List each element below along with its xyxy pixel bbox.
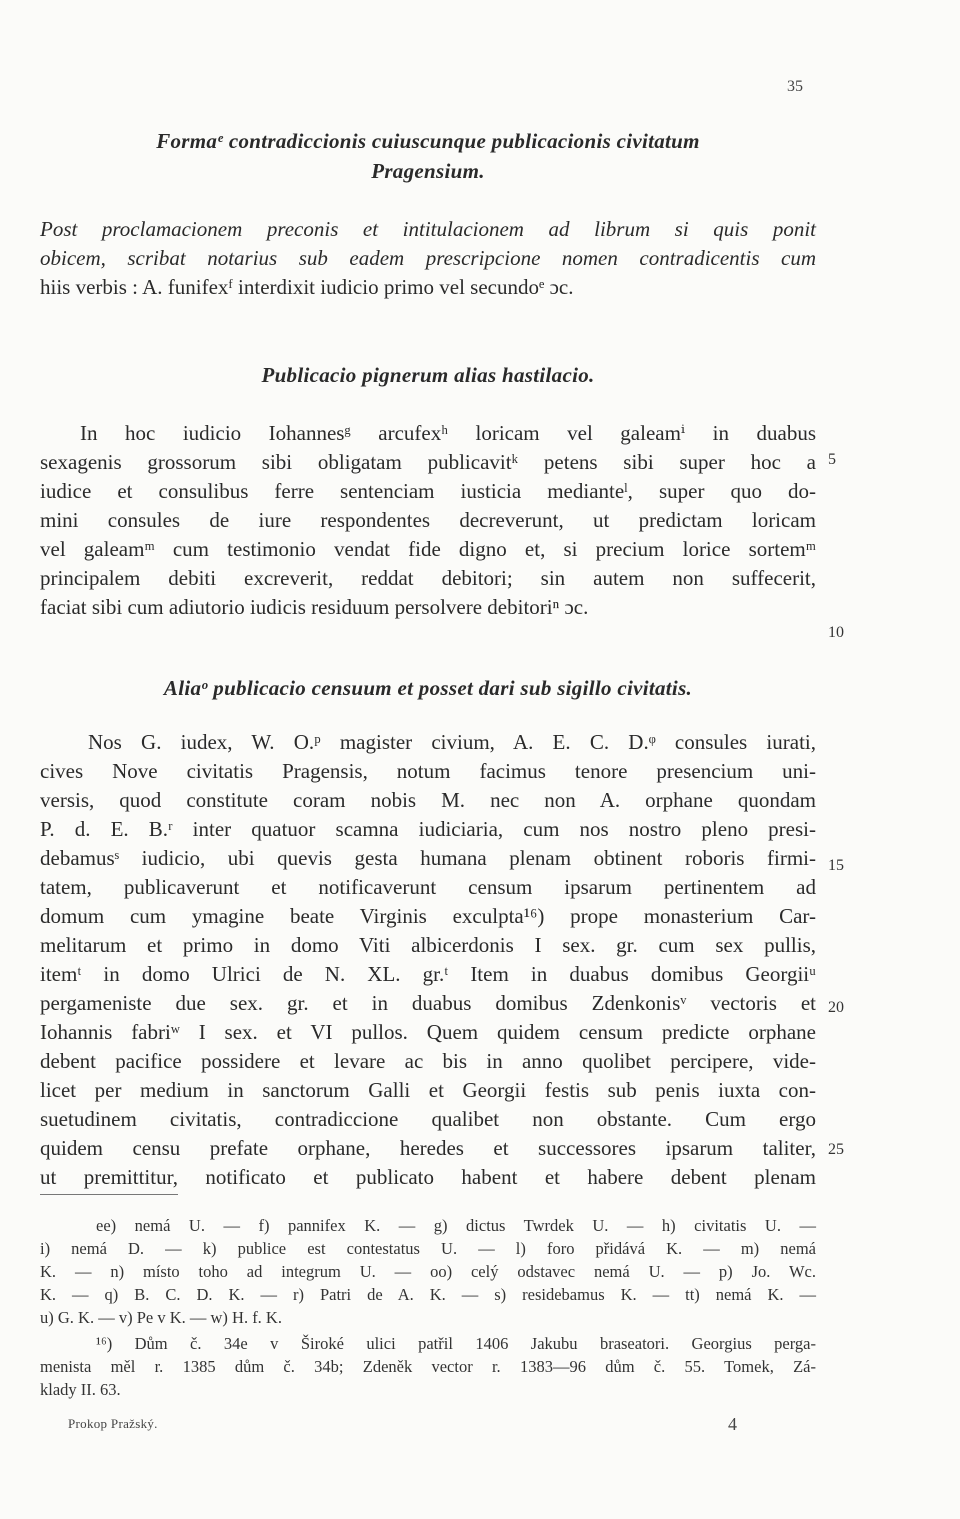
text-line: P. d. E. B.ʳ inter quatuor scamna iudiciaria, cum nos nostro pleno presi- bbox=[40, 817, 816, 841]
text-line: domum cum ymagine beate Virginis exculpta¹⁶) prope monasterium Car- bbox=[40, 904, 816, 928]
text-line: In hoc iudicio Iohannesᵍ arcufexʰ loricam vel galeamⁱ in duabus bbox=[80, 421, 816, 445]
text-line: faciat sibi cum adiutorio iudicis residuum persolvere debitoriⁿ ɔc. bbox=[40, 595, 589, 619]
section3-text bbox=[40, 728, 816, 1192]
text-line: quidem censu prefate orphane, heredes et successores ipsarum taliter, bbox=[40, 1136, 816, 1160]
section1-heading bbox=[40, 126, 816, 186]
gathering-number: 4 bbox=[728, 1414, 737, 1434]
line-number-25: 25 bbox=[828, 1141, 844, 1158]
footnote-rule bbox=[40, 1194, 178, 1195]
text-line: vel galeamᵐ cum testimonio vendat fide digno et, si precium lorice sortemᵐ bbox=[40, 537, 816, 561]
text-line: iudice et consulibus ferre sentenciam iusticia medianteˡ, super quo do- bbox=[40, 479, 816, 503]
section2-text bbox=[40, 419, 816, 622]
text-line: licet per medium in sanctorum Galli et Georgii festis sub penis iuxta con- bbox=[40, 1078, 816, 1102]
text-line: Post proclamacionem preconis et intitulacionem ad librum si quis ponit bbox=[40, 217, 816, 241]
text-line: cives Nove civitatis Pragensis, notum facimus tenore presencium uni- bbox=[40, 759, 816, 783]
text-line: hiis verbis : A. funifexᶠ interdixit iudicio primo vel secundoᵉ ɔc. bbox=[40, 275, 574, 299]
footnote-line: ¹⁶) Dům č. 34e v Široké ulici patřil 1406 Jakubu braseatori. Georgius perga- bbox=[96, 1334, 816, 1353]
text-line: mini consules de iure respondentes decreverunt, ut predictam loricam bbox=[40, 508, 816, 532]
line-number-20: 20 bbox=[828, 999, 844, 1016]
line-number-10: 10 bbox=[828, 624, 844, 641]
text-line: ut premittitur, notificato et publicato habent et habere debent plenam bbox=[40, 1165, 816, 1189]
text-line: sexagenis grossorum sibi obligatam publicavitᵏ petens sibi super hoc a bbox=[40, 450, 816, 474]
footnote-line: klady II. 63. bbox=[40, 1380, 121, 1399]
text-line: principalem debiti excreverit, reddat debitori; sin autem non suffecerit, bbox=[40, 566, 816, 590]
text-line: Iohannis fabriʷ I sex. et VI pullos. Quem quidem censum predicte orphane bbox=[40, 1020, 816, 1044]
line-number-15: 15 bbox=[828, 857, 844, 874]
text-line: Nos G. iudex, W. O.ᵖ magister civium, A. E. C. D.ᵠ consules iurati, bbox=[88, 730, 816, 754]
section2-heading: Publicacio pignerum alias hastilacio. bbox=[261, 363, 595, 387]
footnote-line: ee) nemá U. — f) pannifex K. — g) dictus Twrdek U. — h) civitatis U. — bbox=[96, 1216, 816, 1235]
footnote-line: K. — n) místo toho ad integrum U. — oo) celý odstavec nemá U. — p) Jo. Wc. bbox=[40, 1262, 816, 1281]
footnote-line: u) G. K. — v) Pe v K. — w) H. f. K. bbox=[40, 1308, 282, 1327]
signature-mark: Prokop Pražský. bbox=[68, 1416, 158, 1431]
section1-text bbox=[40, 215, 816, 302]
footnotes-historical bbox=[40, 1332, 816, 1401]
text-line: suetudinem civitatis, contradiccione qualibet non obstante. Cum ergo bbox=[40, 1107, 816, 1131]
section3-heading: Aliaᵒ publicacio censuum et posset dari sub sigillo civitatis. bbox=[163, 676, 693, 700]
text-line: tatem, publicaverunt et notificaverunt censum ipsarum pertinentem ad bbox=[40, 875, 816, 899]
footnote-line: i) nemá D. — k) publice est contestatus U. — l) foro přidává K. — m) nemá bbox=[40, 1239, 816, 1258]
page-number: 35 bbox=[787, 78, 803, 95]
text-line: obicem, scribat notarius sub eadem prescripcione nomen contradicentis cum bbox=[40, 246, 816, 270]
section1-heading-line2: Pragensium. bbox=[371, 159, 485, 183]
text-line: versis, quod constitute coram nobis M. nec non A. orphane quondam bbox=[40, 788, 816, 812]
text-line: debent pacifice possidere et levare ac bis in anno quolibet percipere, vide- bbox=[40, 1049, 816, 1073]
text-line: itemᵗ in domo Ulrici de N. XL. gr.ᵗ Item in duabus domibus Georgiiᵘ bbox=[40, 962, 816, 986]
text-line: pergameniste due sex. gr. et in duabus domibus Zdenkonisᵛ vectoris et bbox=[40, 991, 816, 1015]
footnote-line: menista měl r. 1385 dům č. 34b; Zdeněk vector r. 1383—96 dům č. 55. Tomek, Zá- bbox=[40, 1357, 816, 1376]
footnote-line: K. — q) B. C. D. K. — r) Patri de A. K. — s) residebamus K. — tt) nemá K. — bbox=[40, 1285, 816, 1304]
section1-heading-line1: Formaᵉ contradiccionis cuiuscunque publicacionis civitatum bbox=[156, 129, 700, 153]
text-line: debamusˢ iudicio, ubi quevis gesta humana plenam obtinent roboris firmi- bbox=[40, 846, 816, 870]
line-number-5: 5 bbox=[828, 451, 836, 468]
footnotes-apparatus bbox=[40, 1214, 816, 1329]
text-line: melitarum et primo in domo Viti albicerdonis I sex. gr. cum sex pullis, bbox=[40, 933, 816, 957]
